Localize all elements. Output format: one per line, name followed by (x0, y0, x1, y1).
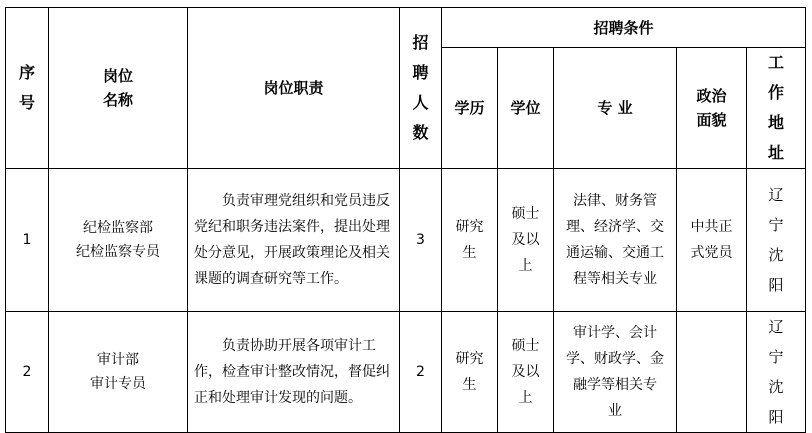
recruitment-table (5, 7, 806, 433)
row-degree: 硕士 及以 上 (498, 169, 554, 312)
header-political-status: 政治 面貌 (677, 48, 747, 169)
header-position-name: 岗位 名称 (49, 8, 188, 169)
row-duties: 负责协助开展各项审计工作，检查审计整改情况，督促纠正和处理审计发现的问题。 (188, 312, 400, 433)
header-major: 专 业 (554, 48, 677, 169)
row-major: 法律、财务管 理、经济学、交 通运输、交通工 程等相关专业 (554, 169, 677, 312)
row-duties: 负责审理党组织和党员违反党纪和职务违法案件，提出处理处分意见，开展政策理论及相关课题的调查研究等工作。 (188, 169, 400, 312)
row-position-name: 纪检监察部 纪检监察专员 (49, 169, 188, 312)
row-education: 研究 生 (442, 169, 498, 312)
row-political-status (677, 312, 747, 433)
row-work-location: 辽宁沈阳 (747, 312, 806, 433)
header-conditions: 招聘条件 (442, 8, 806, 48)
row-political-status: 中共正 式党员 (677, 169, 747, 312)
header-degree: 学位 (498, 48, 554, 169)
row-headcount: 2 (400, 312, 442, 433)
row-education: 研究 生 (442, 312, 498, 433)
table-row (6, 312, 806, 433)
header-headcount: 招聘人数 (400, 8, 442, 169)
header-work-location: 工作地址 (747, 48, 806, 169)
header-seq: 序号 (6, 8, 49, 169)
row-seq: 1 (6, 169, 49, 312)
table-row (6, 169, 806, 312)
row-seq: 2 (6, 312, 49, 433)
row-work-location: 辽宁沈阳 (747, 169, 806, 312)
row-major: 审计学、会计 学、财政学、金 融学等相关专 业 (554, 312, 677, 433)
row-position-name: 审计部 审计专员 (49, 312, 188, 433)
header-duties: 岗位职责 (188, 8, 400, 169)
header-row-1 (6, 8, 806, 48)
row-headcount: 3 (400, 169, 442, 312)
row-degree: 硕士 及以 上 (498, 312, 554, 433)
header-education: 学历 (442, 48, 498, 169)
